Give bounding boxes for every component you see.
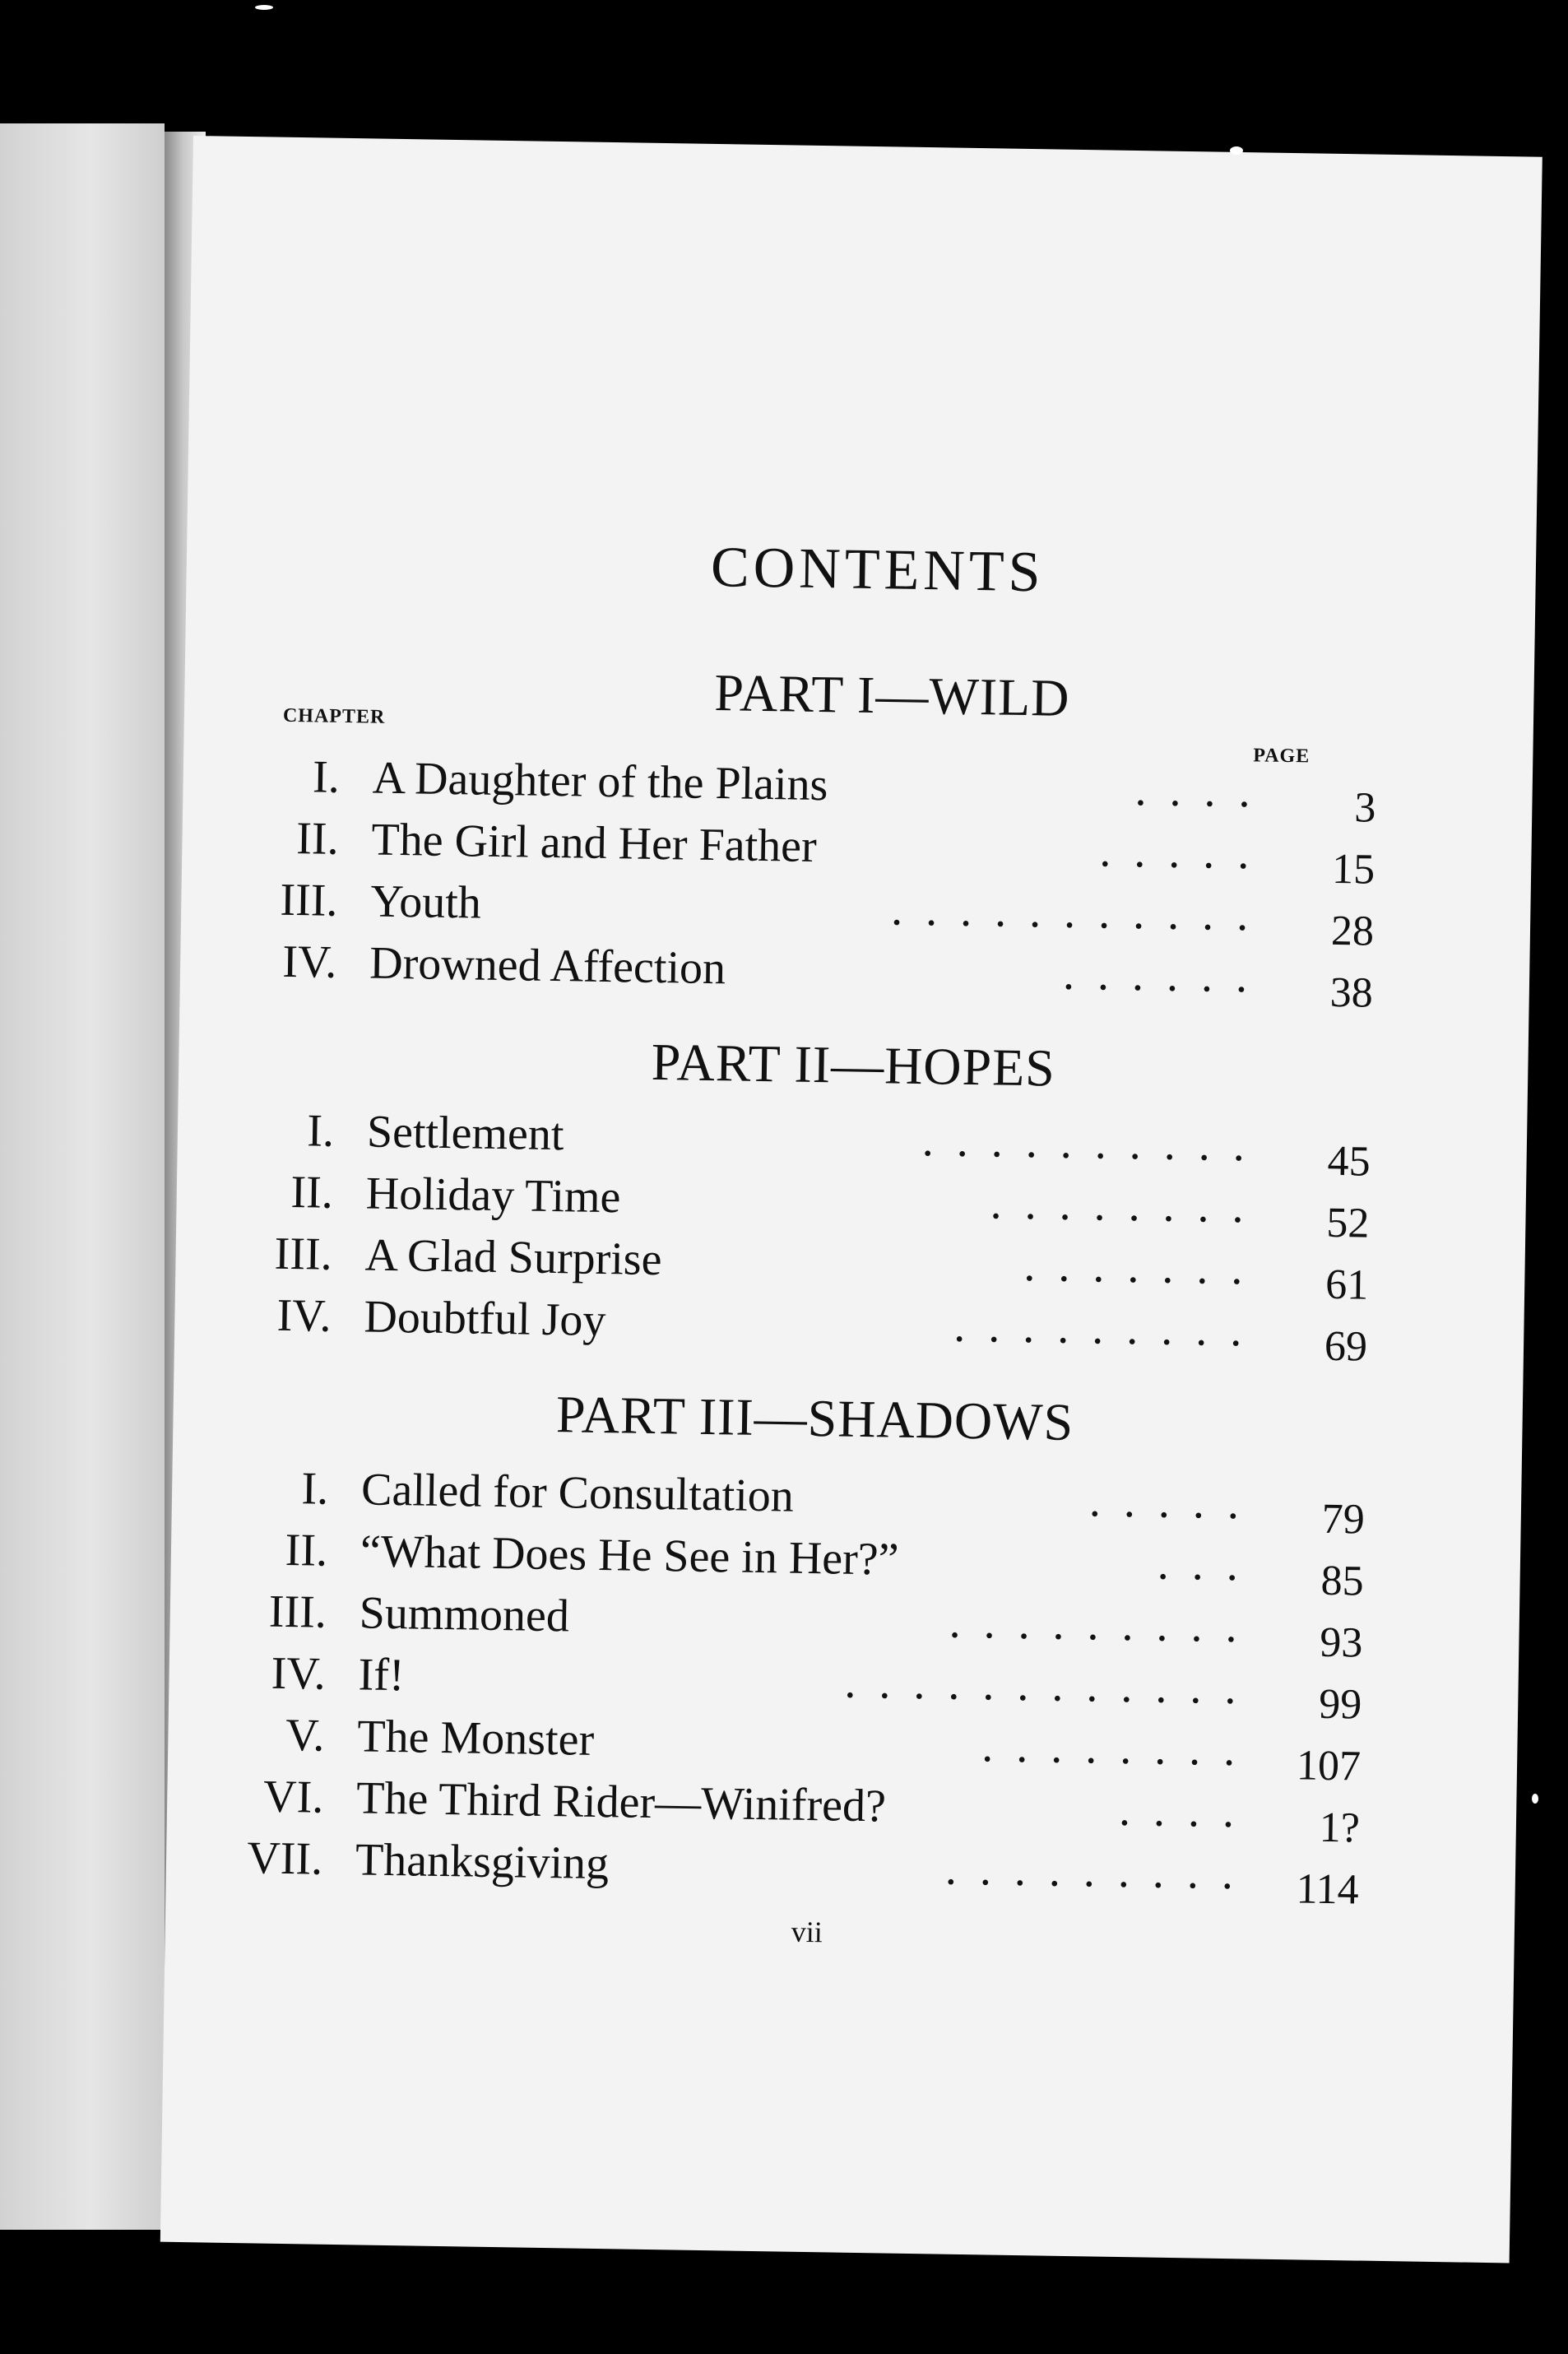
page-number: 3 xyxy=(1353,784,1376,832)
chapter-number: I. xyxy=(312,751,341,803)
chapter-number: I. xyxy=(306,1105,335,1157)
chapter-number: VI. xyxy=(262,1771,324,1823)
leader-dots: ........ xyxy=(981,1720,1259,1776)
page-number: 45 xyxy=(1327,1137,1371,1186)
chapter-title: A Daughter of the Plains xyxy=(372,752,828,811)
leader-dots: ........... xyxy=(890,884,1272,941)
chapter-column-label: CHAPTER xyxy=(282,704,386,728)
part-title: PART II—HOPES xyxy=(651,1032,1056,1098)
dust-speck xyxy=(1230,146,1243,155)
page-number: 15 xyxy=(1331,845,1375,894)
leader-dots: ......... xyxy=(944,1843,1257,1900)
leader-dots: ....... xyxy=(1023,1240,1267,1295)
chapter-title: Called for Consultation xyxy=(360,1464,795,1522)
page-heading: CONTENTS xyxy=(710,535,1046,605)
page-number: 38 xyxy=(1329,968,1374,1017)
chapter-title: Holiday Time xyxy=(365,1168,621,1223)
chapter-title: If! xyxy=(358,1649,406,1702)
chapter-title: “What Does He See in Her?” xyxy=(360,1525,900,1586)
chapter-title: Drowned Affection xyxy=(369,937,726,995)
page-number: 61 xyxy=(1324,1261,1369,1309)
chapter-title: The Monster xyxy=(356,1711,595,1766)
chapter-number: VII. xyxy=(246,1832,323,1885)
page-number: 69 xyxy=(1324,1322,1368,1371)
chapter-title: Settlement xyxy=(366,1106,564,1161)
chapter-title: The Third Rider—Winifred? xyxy=(355,1772,887,1832)
page-number: 107 xyxy=(1296,1742,1362,1790)
leader-dots: ..... xyxy=(1098,825,1273,880)
page-number: 93 xyxy=(1319,1618,1363,1667)
chapter-number: III. xyxy=(279,874,338,926)
contents-page xyxy=(160,136,1542,2263)
chapter-number: IV. xyxy=(281,936,337,988)
page-number: 28 xyxy=(1330,907,1375,955)
page-number: 79 xyxy=(1321,1495,1366,1544)
chapter-number: II. xyxy=(295,813,340,865)
leader-dots: ...... xyxy=(1062,948,1271,1003)
chapter-title: Doubtful Joy xyxy=(363,1291,606,1347)
page-number: 85 xyxy=(1320,1557,1365,1605)
chapter-number: I. xyxy=(301,1463,329,1515)
part-title: PART I—WILD xyxy=(713,663,1070,727)
chapter-number: II. xyxy=(285,1524,328,1576)
chapter-title: A Glad Surprise xyxy=(364,1229,662,1286)
chapter-number: II. xyxy=(290,1167,334,1219)
chapter-title: The Girl and Her Father xyxy=(371,814,818,873)
page-number: 1? xyxy=(1319,1804,1361,1852)
dust-speck xyxy=(255,5,273,10)
leader-dots: ......... xyxy=(953,1300,1265,1357)
leader-dots: ........ xyxy=(990,1177,1268,1233)
page-number: 114 xyxy=(1296,1865,1360,1914)
chapter-number: III. xyxy=(274,1228,333,1280)
dust-speck xyxy=(1532,1794,1538,1804)
page-number: 52 xyxy=(1325,1199,1370,1247)
part-title: PART III—SHADOWS xyxy=(555,1385,1074,1451)
leader-dots: .......... xyxy=(921,1115,1269,1172)
page-folio: vii xyxy=(791,1915,823,1949)
page-column-label: PAGE xyxy=(1253,745,1311,768)
chapter-number: IV. xyxy=(276,1289,332,1342)
chapter-number: V. xyxy=(285,1710,325,1762)
page-number: 99 xyxy=(1318,1680,1362,1729)
chapter-title: Youth xyxy=(369,875,482,929)
leader-dots: ... xyxy=(1157,1538,1262,1591)
leader-dots: ..... xyxy=(1088,1475,1263,1530)
chapter-title: Summoned xyxy=(359,1587,570,1642)
leader-dots: .... xyxy=(1118,1784,1258,1838)
leader-dots: .... xyxy=(1134,764,1274,818)
chapter-title: Thanksgiving xyxy=(355,1834,610,1890)
chapter-number: IV. xyxy=(271,1647,327,1700)
leader-dots: ............ xyxy=(844,1656,1260,1715)
chapter-number: III. xyxy=(268,1586,327,1638)
leader-dots: ......... xyxy=(949,1596,1261,1653)
